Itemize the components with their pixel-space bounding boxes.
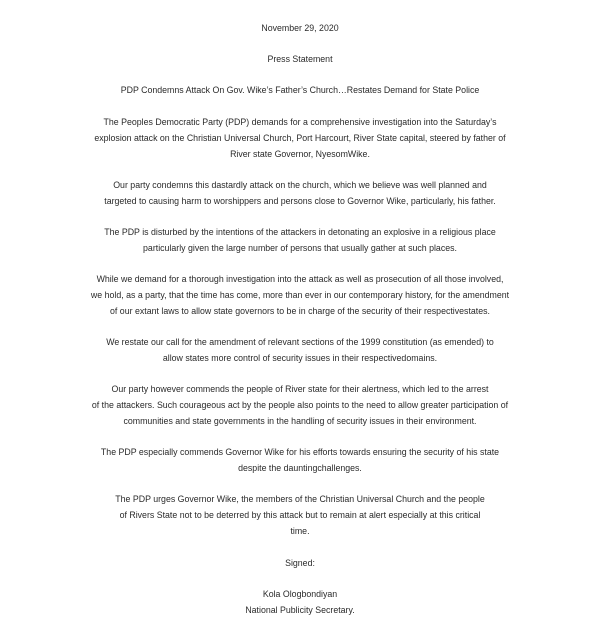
paragraph-6-line-2: of the attackers. Such courageous act by the people also points to the need to allow greater participation of — [91, 400, 509, 410]
paragraph-5-line-2: allow states more control of security issues in their respectivedomains. — [162, 353, 438, 363]
paragraph-7-line-1: The PDP especially commends Governor Wike for his efforts towards ensuring the security of his state — [100, 447, 500, 457]
paragraph-8-line-2: of Rivers State not to be deterred by this attack but to remain at alert especially at this critical — [119, 510, 481, 520]
paragraph-8-line-1: The PDP urges Governor Wike, the members of the Christian Universal Church and the people — [115, 494, 485, 504]
paragraph-2-line-1: Our party condemns this dastardly attack on the church, which we believe was well planned and — [113, 180, 487, 190]
paragraph-6-line-1: Our party however commends the people of River state for their alertness, which led to the arrest — [111, 384, 489, 394]
signatory-name: Kola Ologbondiyan — [262, 589, 338, 599]
paragraph-7-line-2: despite the dauntingchallenges. — [238, 463, 362, 473]
paragraph-8-line-3: time. — [290, 526, 310, 536]
paragraph-1-line-3: River state Governor, NyesomWike. — [230, 149, 370, 159]
statement-headline: PDP Condemns Attack On Gov. Wike’s Father’s Church…Restates Demand for State Police — [120, 85, 480, 95]
paragraph-3-line-2: particularly given the large number of persons that usually gather at such places. — [143, 243, 457, 253]
paragraph-3-line-1: The PDP is disturbed by the intentions of the attackers in detonating an explosive in a religious place — [104, 227, 496, 237]
statement-date: November 29, 2020 — [261, 23, 339, 33]
paragraph-4-line-1: While we demand for a thorough investigation into the attack as well as prosecution of all those involved, — [96, 274, 504, 284]
paragraph-6-line-3: communities and state governments in the handling of security issues in their environment. — [123, 416, 477, 426]
paragraph-1-line-2: explosion attack on the Christian Universal Church, Port Harcourt, River State capital, steered by father of — [94, 133, 506, 143]
paragraph-2-line-2: targeted to causing harm to worshippers and persons close to Governor Wike, particularly, his father. — [104, 196, 496, 206]
signed-label: Signed: — [285, 558, 315, 568]
statement-label: Press Statement — [267, 54, 333, 64]
paragraph-4-line-2: we hold, as a party, that the time has come, more than ever in our contemporary history, for the amendment — [90, 290, 510, 300]
paragraph-5-line-1: We restate our call for the amendment of relevant sections of the 1999 constitution (as emended) to — [106, 337, 494, 347]
paragraph-1-line-1: The Peoples Democratic Party (PDP) demands for a comprehensive investigation into the Saturday’s — [103, 117, 497, 127]
signatory-title: National Publicity Secretary. — [245, 605, 355, 615]
paragraph-4-line-3: of our extant laws to allow state governors to be in charge of the security of their respectivestates. — [110, 306, 490, 316]
